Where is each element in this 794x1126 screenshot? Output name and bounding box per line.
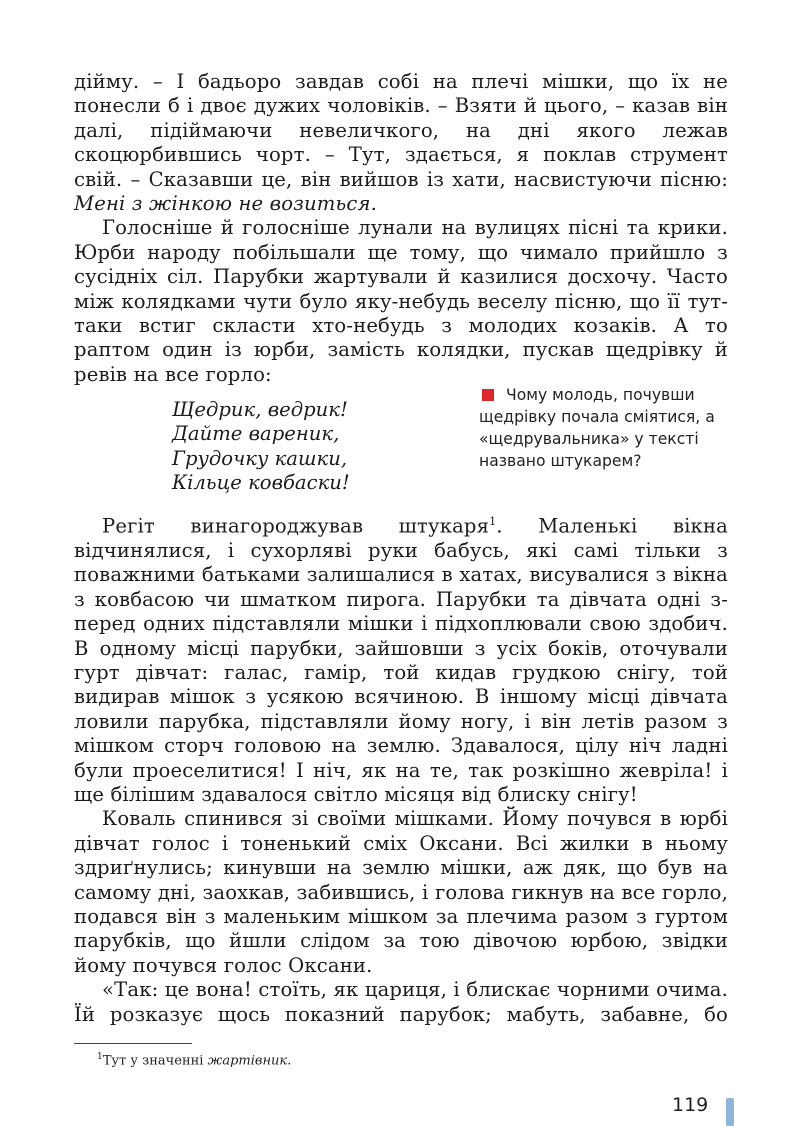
paragraph-1-text: дійму. – І бадьоро завдав собі на плечі мішки, що їх не понесли б і двоє дужих чоловіків. – Взяти й цього, – казав він далі, підіймаючи невеличкого, на дні якого лежав скоцюрбившись чорт. – Тут, здається, я поклав струмент свій. – Сказавши це, він вийшов із хати, насвистуючи пісню: bbox=[74, 70, 728, 191]
poem-line: Дайте вареник, bbox=[172, 422, 340, 446]
footnote-text: Тут у значенні bbox=[102, 1053, 208, 1069]
poem-shchedryk bbox=[172, 398, 350, 496]
page-number: 119 bbox=[672, 1094, 709, 1116]
poem-line: Кільце ковбаски! bbox=[172, 471, 350, 495]
paragraph-4: Коваль спинився зі своїми мішками. Йому почувся в юрбі дівчат голос і тоненький сміх Оксани. Всі жилки в ньому здриґнулись; кинувши на землю мішки, аж дяк, що був на самому дні, заохкав, забившись, і голова гикнув на все горло, подався він з маленьким мішком за плечима разом з гуртом парубків, що йшли слідом за тою дівочою юрбою, звідки йому почувся голос Оксани. bbox=[74, 807, 728, 977]
paragraph-1-song: Мені з жінкою не возиться. bbox=[74, 192, 377, 216]
text-block-bottom bbox=[74, 510, 728, 1027]
poem-line: Грудочку кашки, bbox=[172, 446, 348, 470]
paragraph-5: «Так: це вона! стоїть, як цариця, і блискає чорними очима. Їй розказує щось показний парубок; мабуть, забавне, бо bbox=[74, 978, 728, 1026]
paragraph-1 bbox=[74, 70, 728, 216]
margin-question bbox=[479, 384, 735, 472]
footnote-divider bbox=[74, 1043, 192, 1044]
paragraph-3-start: Регіт винагороджував штукаря bbox=[102, 514, 490, 538]
footnote-number: 1 bbox=[97, 1052, 103, 1062]
paragraph-2: Голосніше й голосніше лунали на вулицях пісні та крики. Юрби народу побільшали ще тому, що чимало прийшло з сусідніх сіл. Парубки жартували й казилися досхочу. Часто між колядками чути було яку-небудь веселу пісню, що її тут-таки встиг скласти хто-небудь з молодих козаків. А то раптом один із юрби, замість колядки, пускав щедрівку й ревів на все горло: bbox=[74, 216, 728, 386]
poem-line: Щедрик, ведрик! bbox=[172, 398, 348, 421]
margin-question-text: Чому молодь, почувши щедрівку почала сміятися, а «щедрувальника» у тексті названо штукарем? bbox=[479, 386, 715, 470]
text-block-top bbox=[74, 70, 728, 387]
footnote-term: жартівник bbox=[207, 1053, 288, 1069]
page-edge-marker bbox=[726, 1098, 734, 1126]
paragraph-3 bbox=[74, 510, 728, 807]
footnote-end: . bbox=[287, 1053, 292, 1069]
paragraph-3-rest: . Маленькі вікна відчинялися, і сухорляві руки бабусь, які самі тільки з поважними батьками залишалися в хатах, висувалися з вікна з ковбасою чи шматком пирога. Парубки та дівчата одні з-перед одних підставляли мішки і підхоплювали свою здобич. В одному місці парубки, зайшовши з усіх боків, оточували гурт дівчат: галас, гамір, той кидав грудкою снігу, той видирав мішок з усякою всячиною. В іншому місці дівчата ловили парубка, підставляли йому ногу, і він летів разом з мішком сторч головою на землю. Здавалося, цілу ніч ладні були проеселитися! І ніч, як на те, так розкішно жевріла! і ще білішим здавалося світло місяця від блиску снігу! bbox=[74, 514, 728, 806]
footnote bbox=[97, 1052, 291, 1068]
footnote-ref: 1 bbox=[489, 515, 497, 528]
